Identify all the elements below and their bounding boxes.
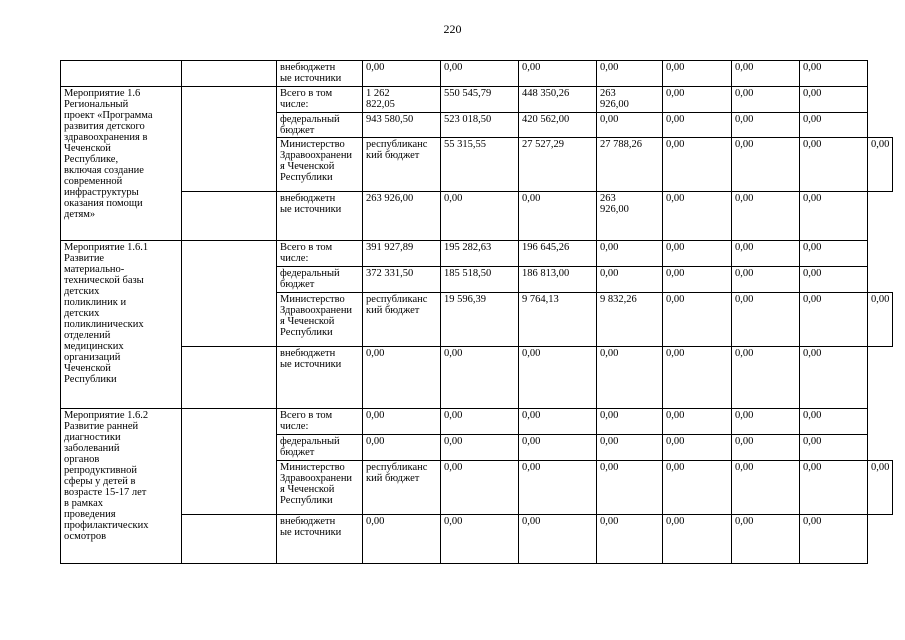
activity-cell: Мероприятие 1.6 Региональный проект «Программа развития детского здравоохранения в Чеченской Республике, включая создание современной инфраструктуры оказания помощи детям»: [61, 87, 182, 241]
funding-source-cell: внебюджетн ые источники: [277, 347, 363, 409]
amount-cell: 0,00: [441, 515, 519, 564]
amount-cell: 0,00: [663, 293, 732, 347]
amount-cell: 0,00: [663, 435, 732, 461]
amount-cell: 0,00: [732, 347, 800, 409]
table-row: [61, 241, 893, 267]
amount-cell: 0,00: [597, 267, 663, 293]
funding-source-cell: федеральный бюджет: [277, 113, 363, 138]
amount-cell: 0,00: [732, 61, 800, 87]
amount-cell: 372 331,50: [363, 267, 441, 293]
amount-cell: 0,00: [663, 515, 732, 564]
amount-cell: 0,00: [441, 435, 519, 461]
amount-cell: 0,00: [363, 409, 441, 435]
amount-cell: 0,00: [663, 113, 732, 138]
amount-cell: 0,00: [663, 461, 732, 515]
amount-cell: 0,00: [732, 87, 800, 113]
amount-cell: 263 926,00: [597, 87, 663, 113]
executor-cell: [182, 347, 277, 409]
executor-cell: [182, 241, 277, 347]
amount-cell: 0,00: [441, 409, 519, 435]
amount-cell: 0,00: [732, 461, 800, 515]
funding-source-cell: Всего в том числе:: [277, 87, 363, 113]
funding-source-cell: республиканс кий бюджет: [363, 138, 441, 192]
amount-cell: 0,00: [800, 192, 868, 241]
amount-cell: 0,00: [363, 61, 441, 87]
funding-source-cell: внебюджетн ые источники: [277, 192, 363, 241]
amount-cell: 0,00: [441, 61, 519, 87]
amount-cell: 0,00: [597, 515, 663, 564]
amount-cell: 0,00: [800, 461, 868, 515]
funding-source-cell: федеральный бюджет: [277, 267, 363, 293]
executor-cell: [182, 61, 277, 87]
amount-cell: 943 580,50: [363, 113, 441, 138]
amount-cell: 0,00: [732, 293, 800, 347]
amount-cell: 0,00: [363, 435, 441, 461]
activity-cell: Мероприятие 1.6.2 Развитие ранней диагностики заболеваний органов репродуктивной сферы у детей в возрасте 15-17 лет в рамках проведения профилактических осмотров: [61, 409, 182, 564]
amount-cell: 0,00: [732, 138, 800, 192]
executor-cell: [182, 192, 277, 241]
activity-cell: Мероприятие 1.6.1 Развитие материально- технической базы детских поликлиник и детских поликлинических отделений медицинских организаций Чеченской Республики: [61, 241, 182, 409]
amount-cell: 0,00: [732, 409, 800, 435]
amount-cell: 0,00: [732, 192, 800, 241]
executor-cell: Министерство Здравоохранени я Чеченской Республики: [277, 138, 363, 192]
funding-source-cell: республиканс кий бюджет: [363, 293, 441, 347]
amount-cell: 0,00: [800, 241, 868, 267]
amount-cell: 185 518,50: [441, 267, 519, 293]
amount-cell: 0,00: [663, 138, 732, 192]
executor-cell: Министерство Здравоохранени я Чеченской Республики: [277, 293, 363, 347]
amount-cell: 0,00: [597, 409, 663, 435]
amount-cell: 263 926,00: [597, 192, 663, 241]
amount-cell: 0,00: [732, 515, 800, 564]
executor-cell: Министерство Здравоохранени я Чеченской Республики: [277, 461, 363, 515]
amount-cell: 0,00: [868, 138, 893, 192]
amount-cell: 195 282,63: [441, 241, 519, 267]
amount-cell: 0,00: [663, 192, 732, 241]
amount-cell: 0,00: [800, 435, 868, 461]
amount-cell: 0,00: [519, 435, 597, 461]
amount-cell: 0,00: [868, 293, 893, 347]
table-row: [61, 61, 893, 87]
amount-cell: 0,00: [597, 241, 663, 267]
amount-cell: 0,00: [800, 409, 868, 435]
amount-cell: 196 645,26: [519, 241, 597, 267]
table-row: [61, 192, 893, 241]
table-row: [61, 515, 893, 564]
amount-cell: 0,00: [732, 113, 800, 138]
amount-cell: 0,00: [597, 435, 663, 461]
amount-cell: 420 562,00: [519, 113, 597, 138]
amount-cell: 550 545,79: [441, 87, 519, 113]
executor-cell: [182, 515, 277, 564]
amount-cell: 0,00: [519, 192, 597, 241]
amount-cell: 0,00: [597, 61, 663, 87]
funding-source-cell: внебюджетн ые источники: [277, 61, 363, 87]
amount-cell: 1 262 822,05: [363, 87, 441, 113]
executor-cell: [182, 409, 277, 515]
funding-source-cell: Всего в том числе:: [277, 409, 363, 435]
amount-cell: 0,00: [663, 87, 732, 113]
amount-cell: 0,00: [663, 347, 732, 409]
amount-cell: 55 315,55: [441, 138, 519, 192]
amount-cell: 0,00: [519, 461, 597, 515]
amount-cell: 0,00: [800, 87, 868, 113]
amount-cell: 27 788,26: [597, 138, 663, 192]
amount-cell: 0,00: [441, 461, 519, 515]
amount-cell: 0,00: [597, 461, 663, 515]
amount-cell: 186 813,00: [519, 267, 597, 293]
amount-cell: 0,00: [732, 435, 800, 461]
amount-cell: 448 350,26: [519, 87, 597, 113]
amount-cell: 0,00: [441, 347, 519, 409]
amount-cell: 9 764,13: [519, 293, 597, 347]
amount-cell: 0,00: [663, 61, 732, 87]
table-row: [61, 409, 893, 435]
amount-cell: 0,00: [800, 267, 868, 293]
amount-cell: 0,00: [800, 293, 868, 347]
amount-cell: 0,00: [519, 61, 597, 87]
amount-cell: 0,00: [663, 267, 732, 293]
budget-table: [60, 60, 893, 564]
amount-cell: 0,00: [663, 409, 732, 435]
amount-cell: 0,00: [597, 347, 663, 409]
amount-cell: 0,00: [597, 113, 663, 138]
amount-cell: 0,00: [519, 409, 597, 435]
amount-cell: 0,00: [519, 347, 597, 409]
activity-cell: [61, 61, 182, 87]
table-row: [61, 347, 893, 409]
amount-cell: 263 926,00: [363, 192, 441, 241]
amount-cell: 0,00: [800, 61, 868, 87]
amount-cell: 0,00: [363, 347, 441, 409]
executor-cell: [182, 87, 277, 192]
amount-cell: 0,00: [732, 267, 800, 293]
amount-cell: 0,00: [663, 241, 732, 267]
amount-cell: 391 927,89: [363, 241, 441, 267]
amount-cell: 0,00: [441, 192, 519, 241]
amount-cell: 0,00: [800, 347, 868, 409]
funding-source-cell: внебюджетн ые источники: [277, 515, 363, 564]
amount-cell: 0,00: [732, 241, 800, 267]
amount-cell: 0,00: [800, 515, 868, 564]
funding-source-cell: федеральный бюджет: [277, 435, 363, 461]
amount-cell: 0,00: [363, 515, 441, 564]
funding-source-cell: Всего в том числе:: [277, 241, 363, 267]
amount-cell: 0,00: [519, 515, 597, 564]
amount-cell: 27 527,29: [519, 138, 597, 192]
amount-cell: 0,00: [868, 461, 893, 515]
table-row: [61, 87, 893, 113]
amount-cell: 0,00: [800, 113, 868, 138]
amount-cell: 0,00: [800, 138, 868, 192]
amount-cell: 523 018,50: [441, 113, 519, 138]
amount-cell: 9 832,26: [597, 293, 663, 347]
amount-cell: 19 596,39: [441, 293, 519, 347]
funding-source-cell: республиканс кий бюджет: [363, 461, 441, 515]
page-number: 220: [443, 22, 462, 36]
